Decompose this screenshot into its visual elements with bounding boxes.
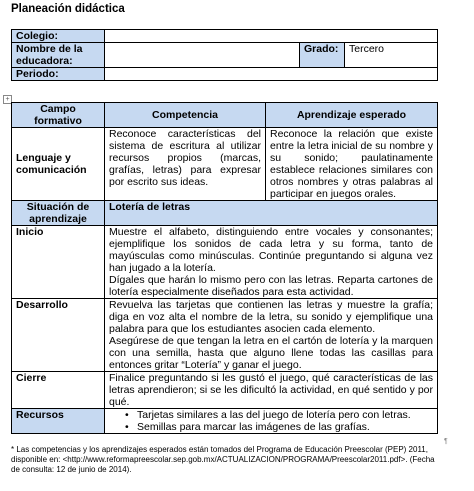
inicio-paragraph-1: Muestre el alfabeto, distinguiendo entre vocales y consonantes; ejemplifique los sonidos de cada letra y su forma, tanto de mayúsculas como minúsculas. Continúe preguntando si alguna vez han jugado a la lotería. [109,226,433,274]
inicio-label: Inicio [12,226,105,299]
competencia-header: Competencia [105,103,266,128]
footnote: * Las competencias y los aprendizajes esperados están tomados del Programa de Educación Preescolar (PEP) 2011, disponible en: <http://www.reformapreescolar.sep.gob.mx/ACTUALIZACION/PROGRAMA/Preescolar2011.pdf>. (Fecha de consulta: 12 de junio de 2014). [11,445,435,474]
list-item: • Tarjetas similares a las del juego de lotería pero con letras. [127,409,433,421]
colegio-label: Colegio: [12,30,105,43]
paragraph-mark-icon: ¶ [444,438,448,445]
desarrollo-text [105,299,438,372]
colegio-value[interactable] [105,30,438,43]
grado-label: Grado: [300,43,345,68]
list-item: • Semillas para marcar las imágenes de las grafías. [127,421,433,433]
periodo-value[interactable] [105,68,438,81]
desarrollo-paragraph-2: Asegúrese de que tengan la letra en el cartón de lotería y la marquen con una semilla, hasta que alguno llene todas las casillas para entonces gritar “Lotería” y ganar el juego. [109,335,433,371]
recursos-cell [105,409,438,434]
cierre-label: Cierre [12,372,105,409]
header-table [11,29,438,81]
planning-table [11,102,438,434]
educadora-label: Nombre de la educadora: [12,43,105,68]
grado-value[interactable]: Tercero [345,43,438,68]
campo-header: Campo formativo [12,103,105,128]
recursos-label: Recursos [12,409,105,434]
situacion-label: Situación de aprendizaje [12,201,105,226]
desarrollo-paragraph-1: Revuelva las tarjetas que contienen las letras y muestre la grafía; diga en voz alta el nombre de la letra, su sonido y ejemplifique una palabra para que los estudiantes asocien cada elemento. [109,299,433,335]
table-move-handle-icon[interactable]: + [3,95,12,104]
recursos-list [109,409,433,433]
periodo-label: Periodo: [12,68,105,81]
competencia-value: Reconoce características del sistema de escritura al utilizar recursos propios (marcas, grafías, letras) para expresar por escrito sus ideas. [105,128,266,201]
cierre-text: Finalice preguntando si les gustó el juego, qué características de las letras aprendieron; si se les dificultó la actividad, en qué sentido y por qué. [105,372,438,409]
educadora-value[interactable] [105,43,300,68]
aprendizaje-value: Reconoce la relación que existe entre la letra inicial de su nombre y su sonido; paulatinamente establece relaciones similares con otros nombres y otras palabras al participar en juegos orales. [266,128,438,201]
aprendizaje-header: Aprendizaje esperado [266,103,438,128]
inicio-text [105,226,438,299]
page-title: Planeación didáctica [11,3,125,15]
campo-value: Lenguaje y comunicación [12,128,105,201]
desarrollo-label: Desarrollo [12,299,105,372]
situacion-value: Lotería de letras [105,201,438,226]
inicio-paragraph-2: Dígales que harán lo mismo pero con las letras. Reparta cartones de lotería especialmente diseñados para esta actividad. [109,274,433,298]
